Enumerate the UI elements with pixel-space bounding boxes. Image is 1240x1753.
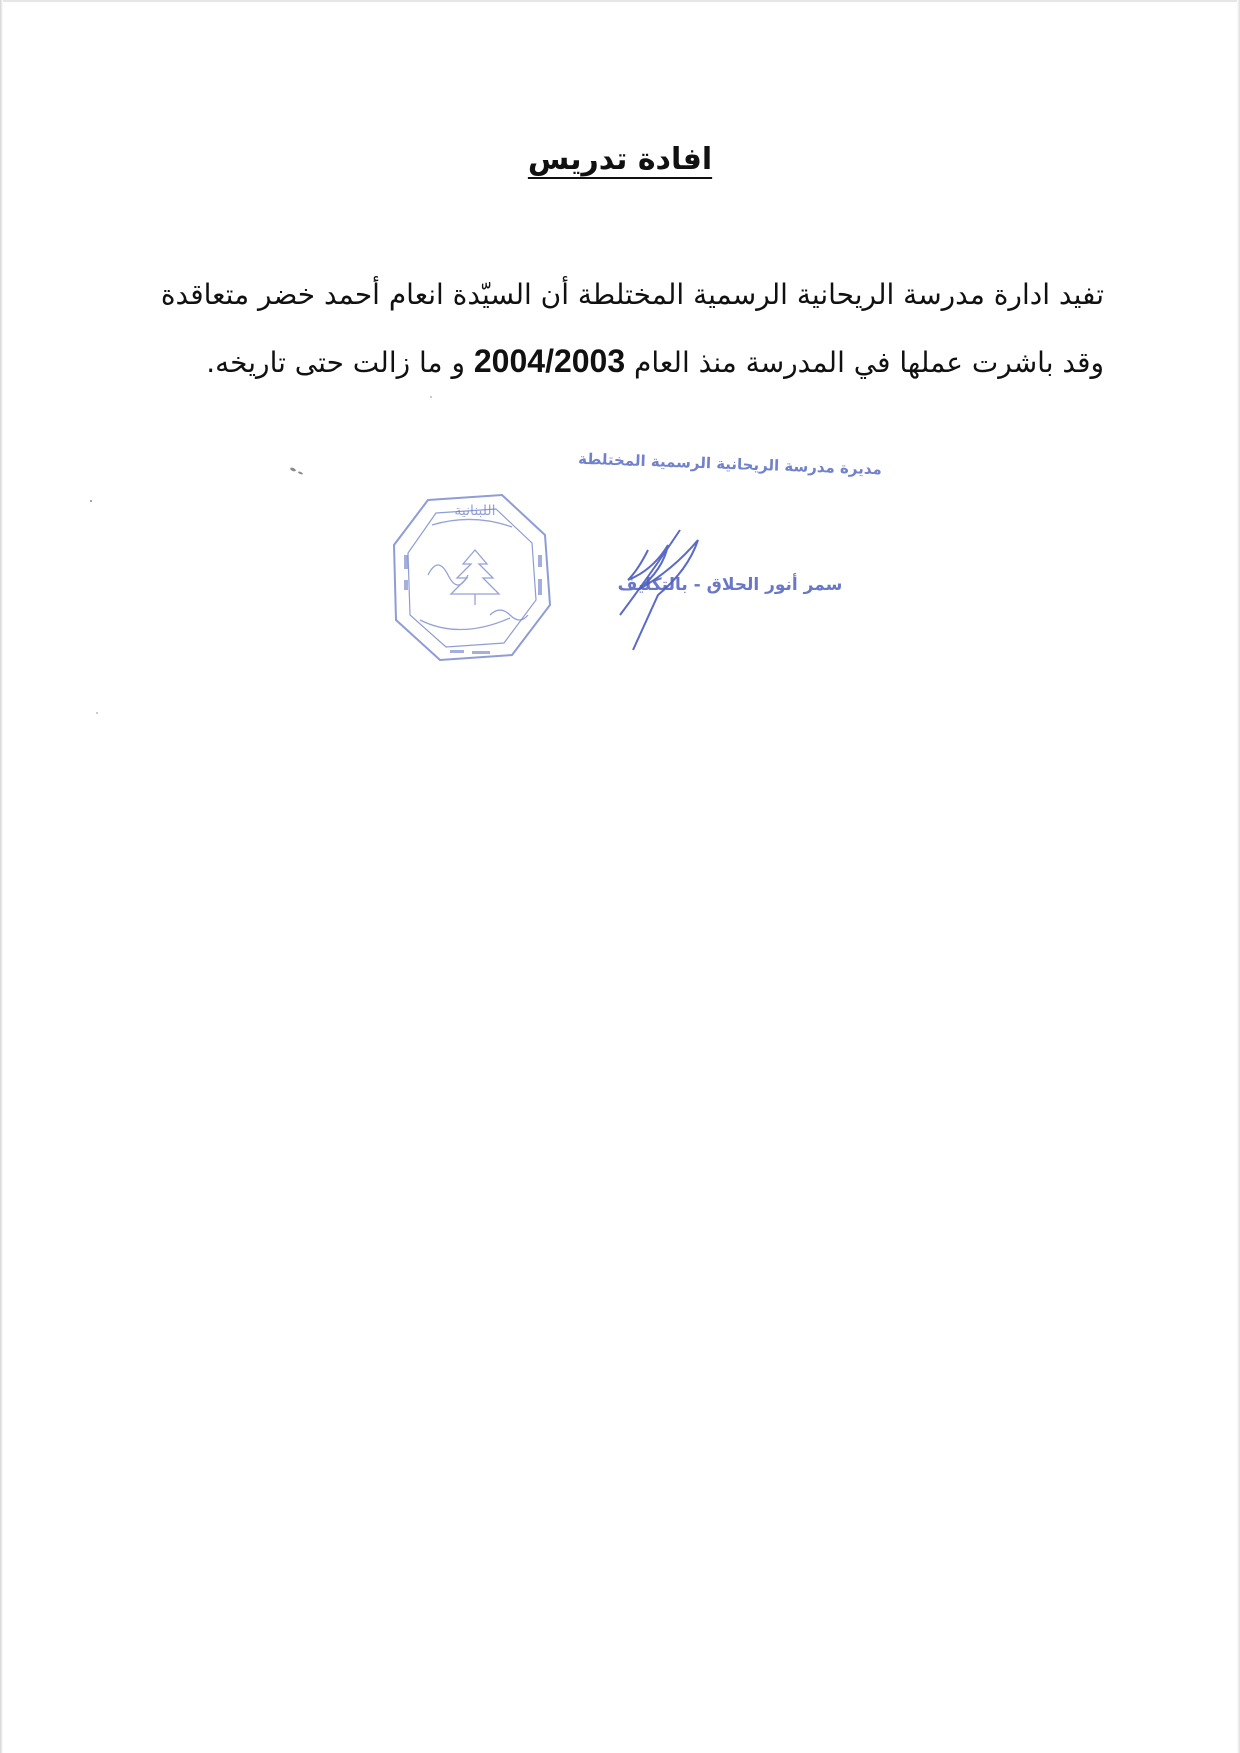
scan-speck	[298, 471, 303, 475]
body-line-2	[124, 328, 1104, 396]
academic-year: 2004/2003	[473, 343, 626, 379]
director-title: مديرة مدرسة الريحانية الرسمية المختلطة	[577, 449, 883, 479]
stamp-and-signature	[380, 449, 900, 715]
body-line-2-after: و ما زالت حتى تاريخه.	[206, 346, 465, 379]
document-title-text: افادة تدريس	[527, 142, 713, 177]
scan-speck	[96, 712, 98, 714]
scan-speck	[90, 500, 92, 502]
body-line-1: تفيد ادارة مدرسة الريحانية الرسمية المختلطة أن السيّدة انعام أحمد خضر متعاقدة	[160, 278, 1104, 311]
seal-text: اللبنانية	[454, 503, 496, 519]
document-body	[124, 262, 1104, 396]
scan-speck	[290, 467, 297, 472]
scan-speck	[430, 396, 432, 398]
scan-edge-left	[0, 0, 3, 1753]
scan-edge-top	[0, 0, 1240, 2]
director-name: سمر أنور الحلاق - بالتكليف	[617, 575, 843, 595]
body-line-2-before: وقد باشرت عملها في المدرسة منذ العام	[634, 346, 1104, 379]
document-title	[0, 140, 1240, 180]
